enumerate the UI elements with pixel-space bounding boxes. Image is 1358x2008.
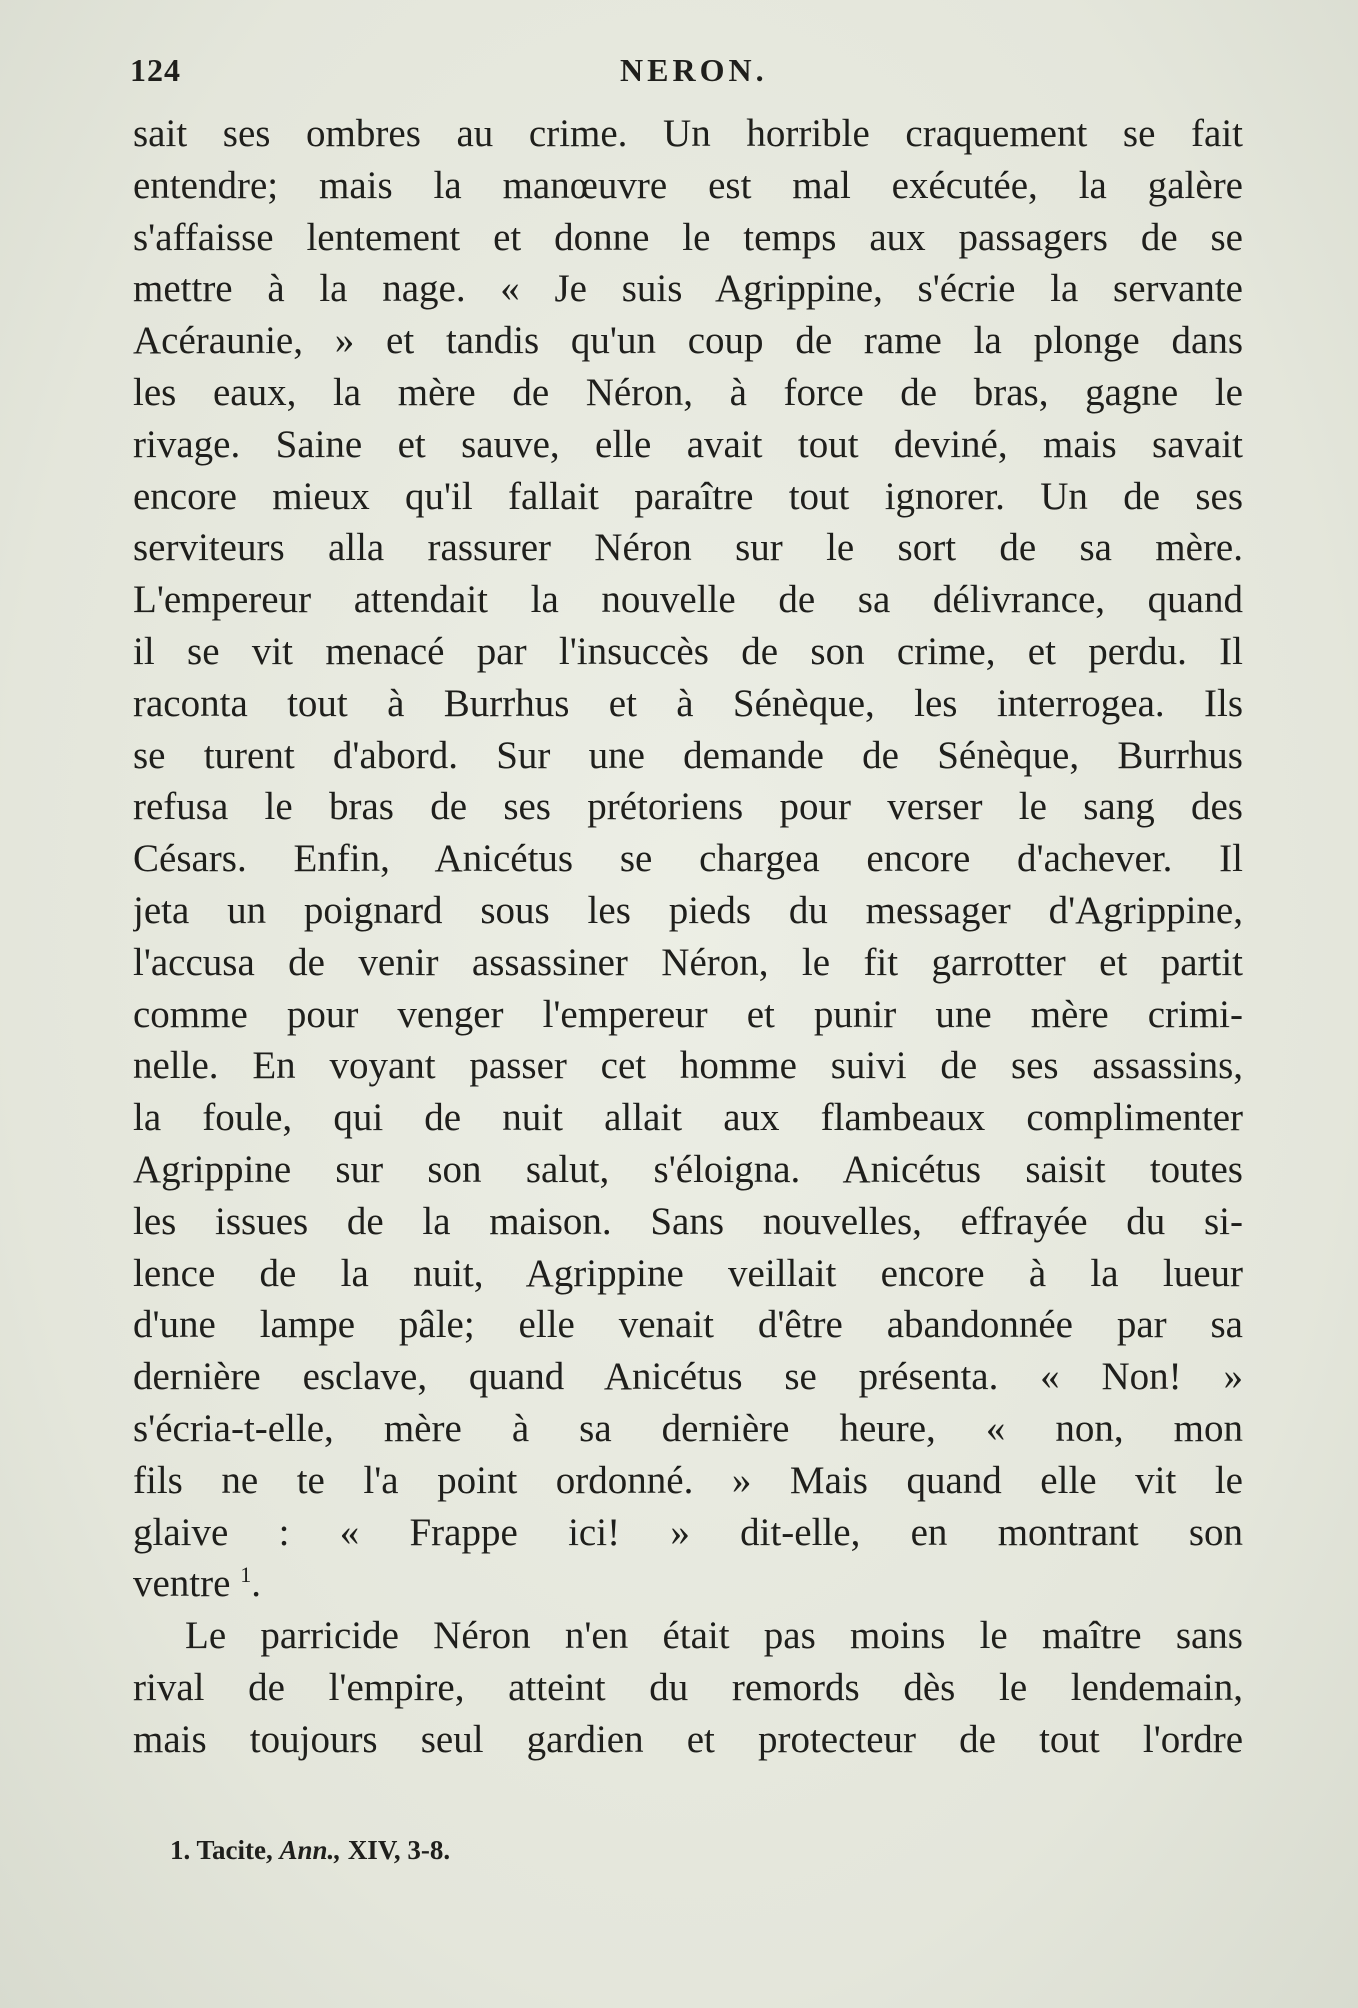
footnote-number: 1. [170,1835,191,1865]
text-line: entendre; mais la manœuvre est mal exécutée, la galère [133,163,1243,207]
text-line: lence de la nuit, Agrippine veillait encore à la lueur [133,1251,1243,1295]
text-line: rival de l'empire, atteint du remords dès le lendemain, [133,1665,1243,1709]
text-line: dernière esclave, quand Anicétus se présenta. « Non! » [133,1355,1243,1399]
footnote-reference: XIV, 3-8. [347,1835,451,1865]
text-line: la foule, qui de nuit allait aux flambeaux complimenter [133,1096,1243,1140]
text-line: Agrippine sur son salut, s'éloigna. Anicétus saisit toutes [133,1147,1243,1191]
text-line: Le parricide Néron n'en était pas moins le maître sans [185,1614,1243,1658]
text-line: d'une lampe pâle; elle venait d'être abandonnée par sa [133,1303,1243,1347]
text-line: fils ne te l'a point ordonné. » Mais quand elle vit le [133,1458,1243,1502]
text-line: les eaux, la mère de Néron, à force de bras, gagne le [133,370,1243,414]
footnote-author: Tacite, [196,1835,273,1865]
text-line: nelle. En voyant passer cet homme suivi de ses assassins, [133,1044,1243,1088]
page-header [130,52,1230,96]
text-line: serviteurs alla rassurer Néron sur le sort de sa mère. [133,526,1243,570]
text-line: il se vit menacé par l'insuccès de son crime, et perdu. Il [133,629,1243,673]
text-line: L'empereur attendait la nouvelle de sa délivrance, quand [133,578,1243,622]
text-line: les issues de la maison. Sans nouvelles, effrayée du si- [133,1199,1243,1243]
text-line: Césars. Enfin, Anicétus se chargea encore d'achever. Il [133,837,1243,881]
page-number: 124 [130,52,181,88]
text-line: s'affaisse lentement et donne le temps aux passagers de se [133,215,1243,259]
text-line: comme pour venger l'empereur et punir une mère crimi- [133,992,1243,1036]
text-line: l'accusa de venir assassiner Néron, le fit garrotter et partit [133,940,1243,984]
text-line: Acéraunie, » et tandis qu'un coup de rame la plonge dans [133,319,1243,363]
text-line: mais toujours seul gardien et protecteur de tout l'ordre [133,1717,1243,1761]
footnote [170,1835,450,1866]
footnote-work: Ann., [279,1835,342,1865]
text-line: refusa le bras de ses prétoriens pour verser le sang des [133,785,1243,829]
text-line: jeta un poignard sous les pieds du messager d'Agrippine, [133,888,1243,932]
text-line: se turent d'abord. Sur une demande de Sénèque, Burrhus [133,733,1243,777]
text-line: sait ses ombres au crime. Un horrible craquement se fait [133,112,1243,155]
text-line: glaive : « Frappe ici! » dit-elle, en montrant son [133,1510,1243,1554]
text-line: ventre [133,1562,231,1606]
text-line: s'écria-t-elle, mère à sa dernière heure, « non, mon [133,1406,1243,1450]
text-line: mettre à la nage. « Je suis Agrippine, s'écrie la servante [133,267,1243,311]
paragraph-end-line: ventre $^1$. [133,1562,261,1606]
text-line: raconta tout à Burrhus et à Sénèque, les interrogea. Ils [133,681,1243,725]
text-line: encore mieux qu'il fallait paraître tout ignorer. Un de ses [133,474,1243,518]
body-text [133,108,1243,1766]
footnote-marker: 1 [240,1562,252,1588]
text-line: rivage. Saine et sauve, elle avait tout deviné, mais savait [133,422,1243,466]
running-title: NERON. [620,52,768,88]
